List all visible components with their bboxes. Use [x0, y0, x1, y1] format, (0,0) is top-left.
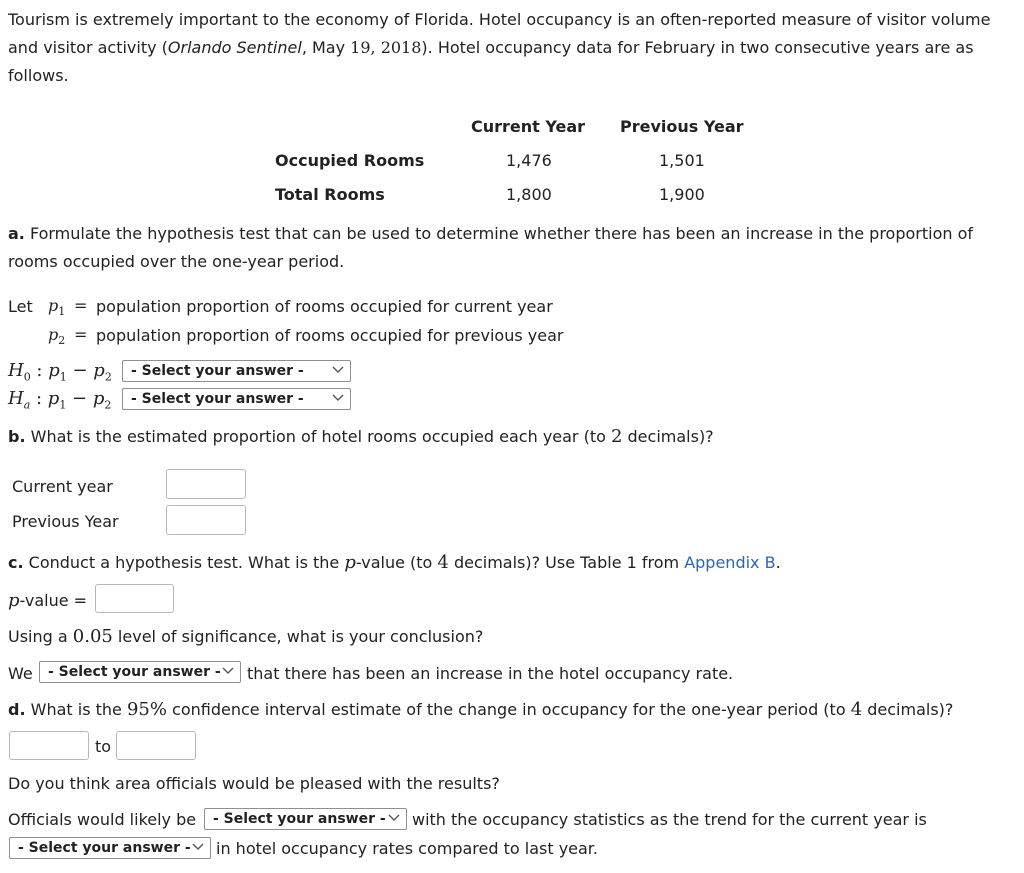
- conclusion-select[interactable]: [39, 661, 241, 683]
- let-label: Let: [8, 297, 33, 316]
- row-label-occupied-rooms: Occupied Rooms: [275, 151, 425, 170]
- part-c-text-end: decimals)? Use Table 1 from: [448, 553, 685, 572]
- part-b-decimals: 2: [610, 426, 623, 447]
- we-label: We: [8, 664, 33, 683]
- source-day: 19: [350, 38, 371, 57]
- pvalue-label-text: -value =: [19, 591, 88, 610]
- source-comma: ,: [370, 38, 381, 57]
- current-year-label: Current year: [12, 477, 113, 496]
- officials-select[interactable]: [204, 808, 407, 830]
- pvalue-input[interactable]: [95, 584, 174, 613]
- chevron-down-icon: [332, 394, 344, 402]
- ci-upper-input[interactable]: [116, 731, 196, 760]
- p2-definition: population proportion of rooms occupied for previous year: [96, 326, 564, 345]
- source-name: Orlando Sentinel: [167, 38, 302, 57]
- chevron-down-icon: [388, 814, 400, 822]
- cell-total-previous: 1,900: [659, 185, 705, 204]
- intro-paragraph: [8, 6, 1012, 90]
- chevron-down-icon: [192, 843, 204, 851]
- chevron-down-icon: [222, 667, 234, 675]
- part-b-text-end: decimals)?: [622, 427, 714, 446]
- current-year-input[interactable]: [166, 469, 246, 499]
- h0-select-text: - Select your answer -: [131, 363, 304, 379]
- ci-lower-input[interactable]: [9, 731, 89, 760]
- h0-label: $H_0$ : $p_1 - p_2$: [8, 360, 112, 384]
- part-d-text-mid: confidence interval estimate of the change in occupancy for the one-year period (to: [166, 700, 851, 719]
- part-d-text-end: decimals)?: [862, 700, 954, 719]
- part-a-text: Formulate the hypothesis test that can be used to determine whether there has been an increase in the proportion of rooms occupied over the one-year period.: [8, 224, 974, 271]
- p1-definition: population proportion of rooms occupied for current year: [96, 297, 553, 316]
- header-previous-year: Previous Year: [620, 117, 744, 136]
- ha-select[interactable]: [122, 388, 351, 410]
- appendix-b-link[interactable]: Appendix B: [684, 553, 776, 572]
- trend-text: in hotel occupancy rates compared to last year.: [216, 839, 598, 858]
- ha-select-text: - Select your answer -: [131, 391, 304, 407]
- p2-symbol: $p_2$: [48, 325, 66, 348]
- source-year: 2018: [380, 38, 422, 57]
- part-c-decimals: 4: [437, 552, 449, 573]
- pleased-question: Do you think area officials would be pleased with the results?: [8, 774, 500, 793]
- part-a-question: [8, 220, 1012, 276]
- significance-text-end: level of significance, what is your conclusion?: [112, 627, 484, 646]
- part-c-text-mid: -value (to: [355, 553, 438, 572]
- h0-select[interactable]: [122, 360, 351, 382]
- part-b-text: What is the estimated proportion of hotel rooms occupied each year (to: [25, 427, 611, 446]
- significance-text: Using a: [8, 627, 73, 646]
- cell-occupied-previous: 1,501: [659, 151, 705, 170]
- cell-total-current: 1,800: [506, 185, 552, 204]
- part-b-question: [8, 426, 714, 447]
- part-c-letter: c.: [8, 553, 24, 572]
- part-c-text: Conduct a hypothesis test. What is the: [23, 553, 345, 572]
- part-d-text: What is the: [25, 700, 127, 719]
- previous-year-input[interactable]: [166, 505, 246, 535]
- p2-equals: =: [74, 325, 88, 344]
- row-label-total-rooms: Total Rooms: [275, 185, 385, 204]
- source-date-text: , May: [301, 38, 351, 57]
- conclusion-select-text: - Select your answer -: [48, 664, 221, 680]
- ha-label: $H_a$ : $p_1 - p_2$: [8, 388, 112, 412]
- previous-year-label: Previous Year: [12, 512, 119, 531]
- officials-text: Officials would likely be: [8, 810, 197, 829]
- ci-to-label: to: [95, 737, 112, 756]
- part-c-question: [8, 552, 781, 573]
- trend-select-text: - Select your answer -: [18, 840, 191, 856]
- part-d-letter: d.: [8, 700, 26, 719]
- part-c-period: .: [775, 553, 781, 572]
- pvalue-label: [8, 590, 87, 611]
- part-a-letter: a.: [8, 224, 25, 243]
- confidence-level: 95%: [126, 699, 167, 720]
- part-d-decimals: 4: [850, 699, 863, 720]
- part-d-question: [8, 699, 953, 720]
- trend-select[interactable]: [9, 837, 211, 859]
- part-c-p-var: p: [344, 552, 356, 573]
- conclusion-text: that there has been an increase in the hotel occupancy rate.: [247, 664, 734, 683]
- officials-select-text: - Select your answer -: [213, 811, 386, 827]
- officials-text-end: with the occupancy statistics as the trend for the current year is: [412, 810, 927, 829]
- part-b-letter: b.: [8, 427, 26, 446]
- significance-level: 0.05: [72, 626, 113, 647]
- significance-question: [8, 626, 483, 647]
- chevron-down-icon: [332, 366, 344, 374]
- cell-occupied-current: 1,476: [506, 151, 552, 170]
- p1-equals: =: [74, 296, 88, 315]
- pvalue-p-var: p: [8, 590, 20, 611]
- intro-text-end: ). Hotel occupancy data for February in two consecutive years are as follows.: [8, 38, 974, 85]
- header-current-year: Current Year: [471, 117, 586, 136]
- p1-symbol: $p_1$: [48, 296, 66, 319]
- intro-text: Tourism is extremely important to the economy of Florida. Hotel occupancy is an often-reported measure of visitor volume and visitor activity (: [8, 10, 991, 57]
